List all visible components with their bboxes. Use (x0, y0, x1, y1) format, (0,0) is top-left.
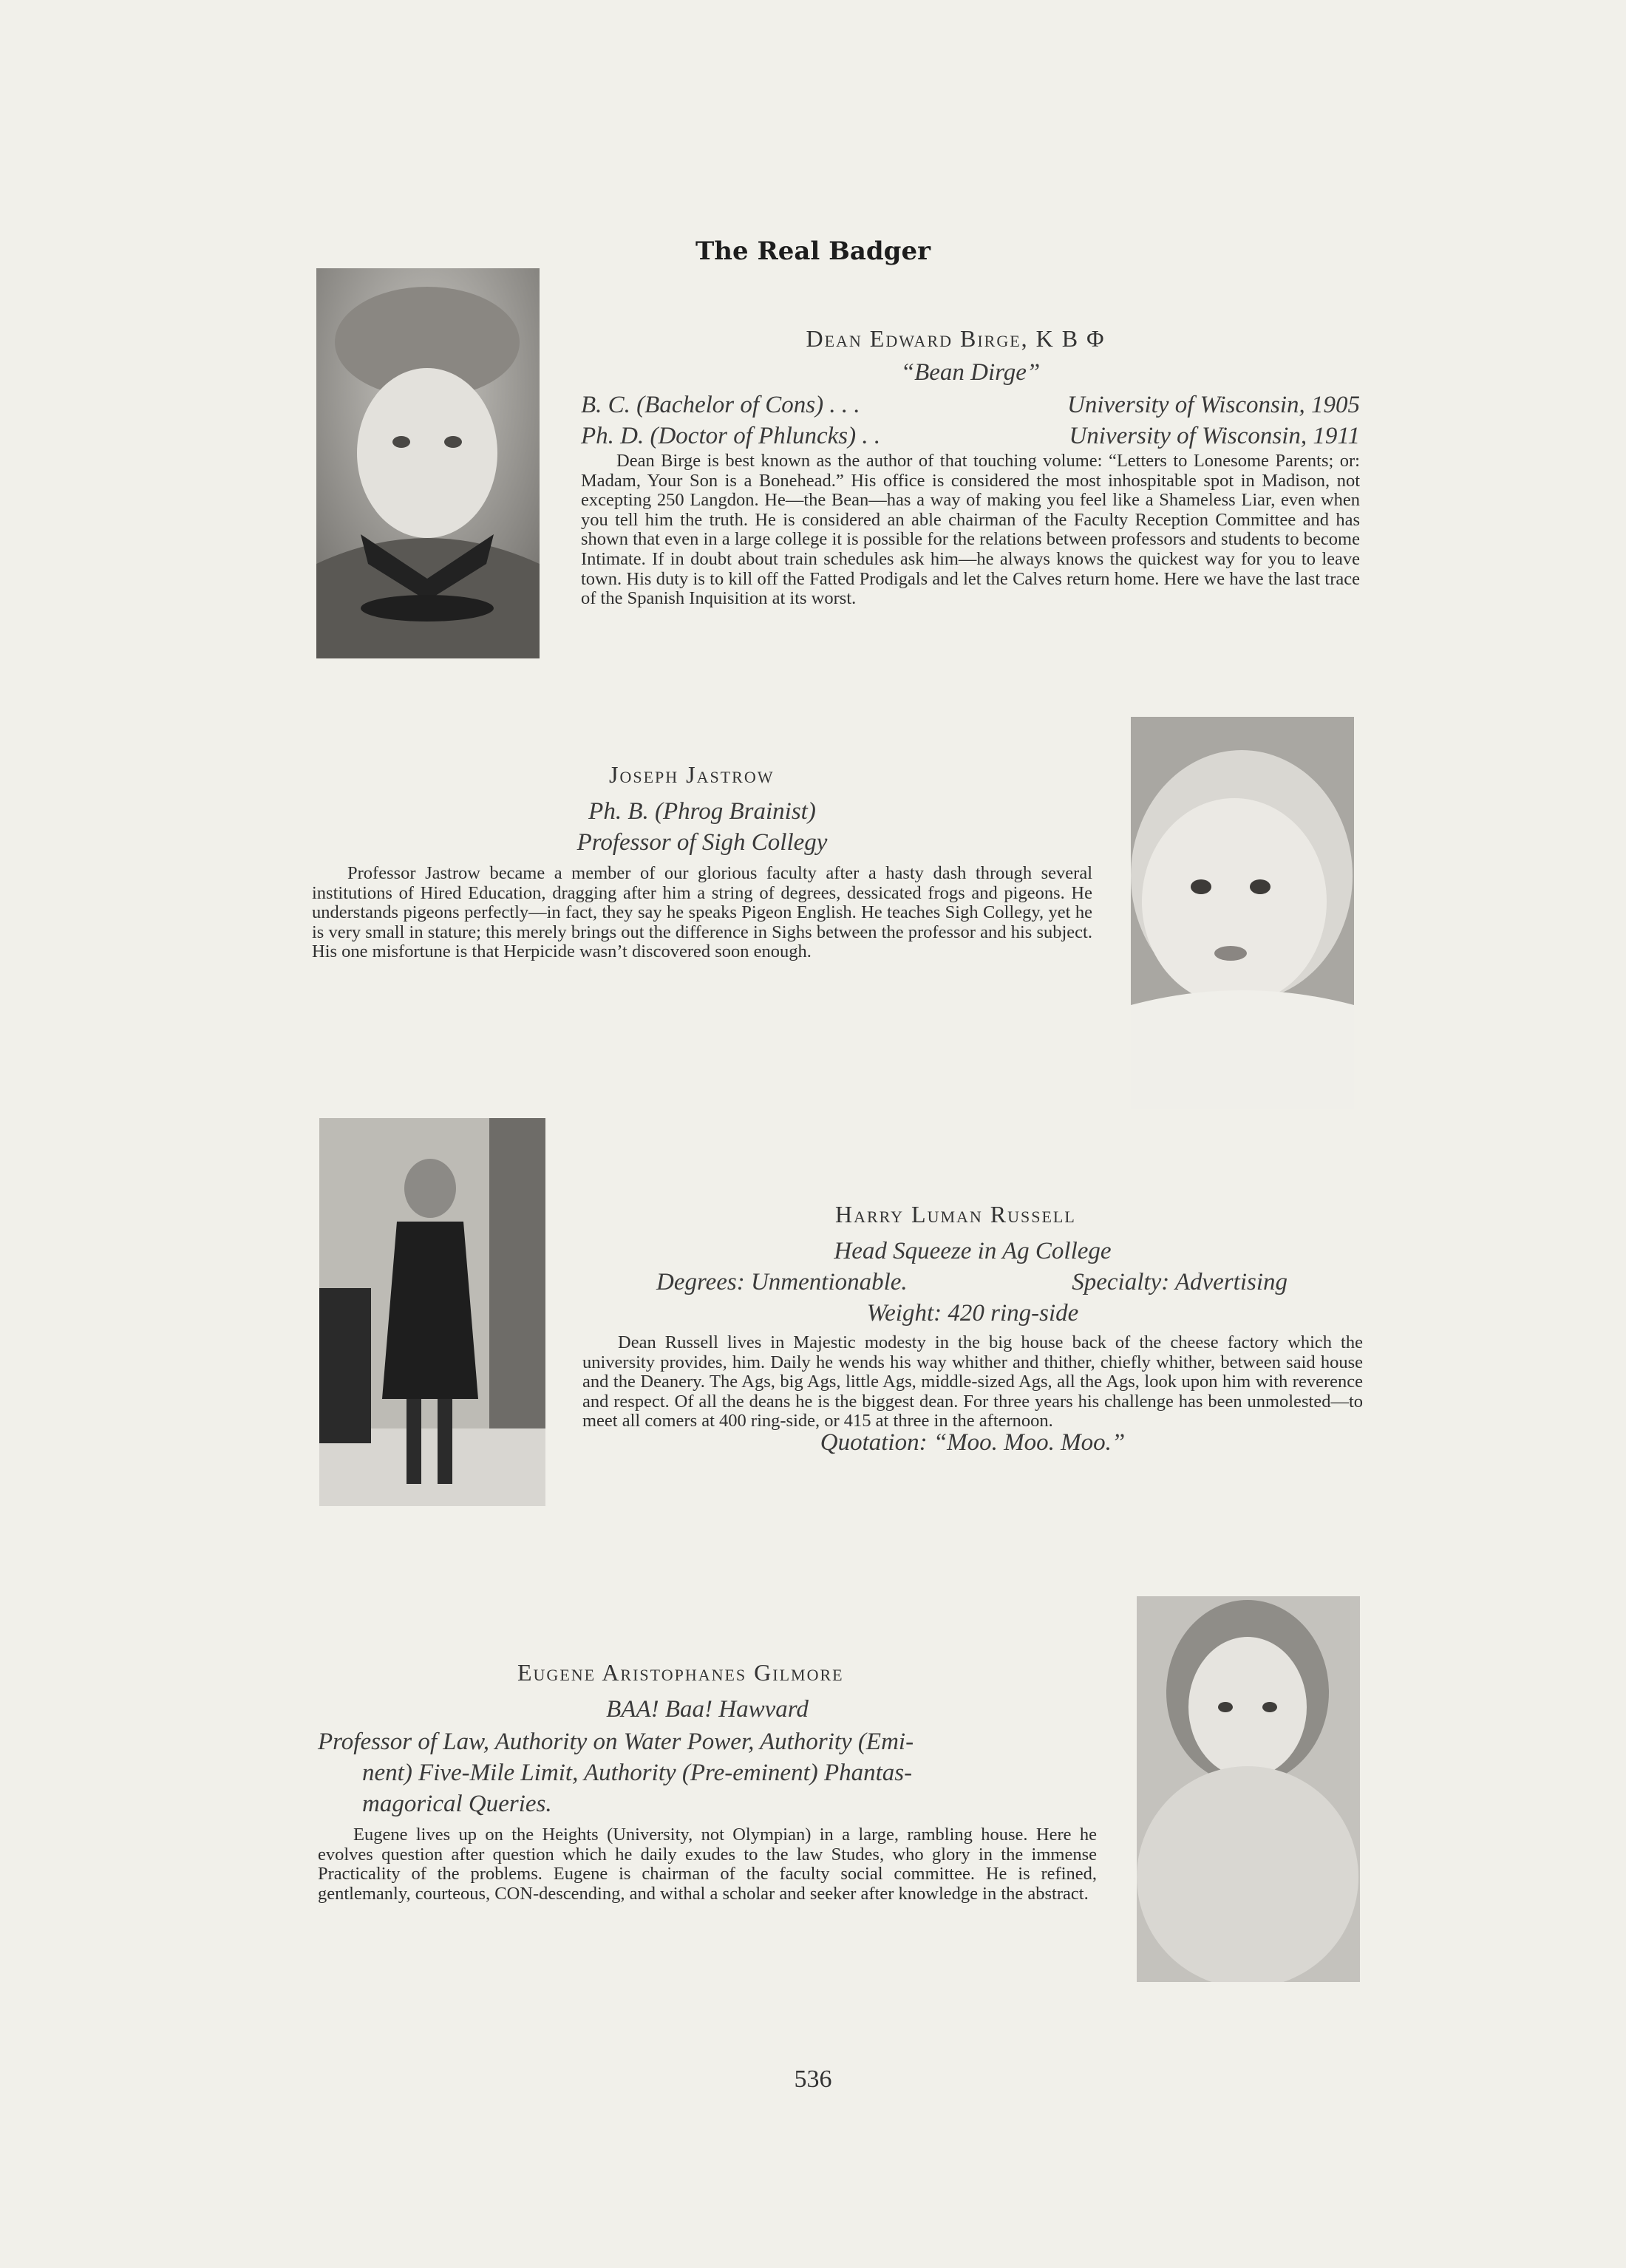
entry-russell (582, 1201, 1363, 1458)
entry-bio (581, 452, 1360, 609)
bio-paragraph: Professor Jastrow became a member of our glorious faculty after a hasty dash through several institutions of Hired Education, dragging after him a string of degrees, dessicated frogs and pigeons. He understands pigeons perfectly—in fact, they say he speaks Pigeon English. He teaches Sigh Collegy, yet he is very small in stature; this merely brings out the difference in Sighs between the professor and his subject. His one misfortune is that Herpicide wasn’t discovered soon enough. (312, 863, 1092, 962)
degree-title: B. C. (Bachelor of Cons) . . . (581, 392, 860, 418)
entry-name: Joseph Jastrow (609, 761, 775, 788)
entry-title: Head Squeeze in Ag College (834, 1238, 1112, 1264)
degree-title: Ph. D. (Doctor of Phluncks) . . (581, 423, 881, 449)
entry-birge (581, 325, 1360, 609)
weight-label: Weight: 420 ring-side (866, 1300, 1079, 1327)
entry-degree: Ph. B. (Phrog Brainist) (588, 798, 816, 825)
page-number: 536 (794, 2066, 832, 2093)
degree-row (581, 389, 1360, 420)
entry-quotation: Quotation: “Moo. Moo. Moo.” (820, 1428, 1126, 1456)
portrait-photo-jastrow (1131, 717, 1354, 1109)
entry-name: Dean Edward Birge, K B Φ (806, 325, 1106, 352)
entry-name: Harry Luman Russell (835, 1201, 1076, 1227)
entry-gilmore (318, 1659, 1097, 1904)
titles-line: magorical Queries. (362, 1791, 552, 1817)
bio-paragraph: Dean Birge is best known as the author of that touching volume: “Letters to Lonesome Parents; or: Madam, Your Son is a Bonehead.” His office is considered the most inhospitable spot in Madison, not excepting 250 Langdon. He—the Bean—has a way of making you feel like a Shameless Liar, even when you tell him the truth. He is considered an able chairman of the Faculty Reception Committee and has shown that even in a large college it is possible for the relations between professors and students to become Intimate. If in doubt about train schedules ask him—he always knows the quickest way for you to leave town. His duty is to kill off the Fatted Prodigals and let the Calves return home. Here we have the last trace of the Spanish Inquisition at its worst. (581, 451, 1360, 609)
entry-titles (318, 1726, 1097, 1819)
entry-jastrow (312, 761, 1092, 962)
bio-paragraph: Dean Russell lives in Majestic modesty in the big house back of the cheese factory which the university provides, him. Daily he wends his way whither and thither, chiefly whither, between said house and the Deanery. The Ags, big Ags, little Ags, middle-sized Ags, all the Ags, look upon him with reverence and respect. Of all the deans he is the biggest dean. For three years his challenge has been unmolested—to meet all comers at 400 ring-side, or 415 at three in the afternoon. (582, 1332, 1363, 1431)
entry-bio (582, 1333, 1363, 1431)
entry-bio (312, 864, 1092, 962)
degree-school: University of Wisconsin, 1911 (1069, 423, 1360, 449)
entry-nickname: “Bean Dirge” (900, 359, 1041, 386)
portrait-photo-gilmore (1137, 1596, 1360, 1982)
running-head-title: The Real Badger (695, 236, 931, 266)
titles-line: Professor of Law, Authority on Water Power, Authority (Emi- (318, 1729, 914, 1755)
specialty-label: Specialty: Advertising (1072, 1269, 1287, 1295)
portrait-photo-birge (316, 268, 540, 658)
portrait-photo-russell (319, 1118, 545, 1506)
bio-paragraph: Eugene lives up on the Heights (University, not Olympian) in a large, rambling house. Here he evolves question after question which he daily exudes to the law Studes, who glory in the immense Practicality of the problems. Eugene is chairman of the faculty social committee. He is refined, gentlemanly, courteous, CON-descending, and withal a scholar and seeker after knowledge in the abstract. (318, 1825, 1097, 1904)
degree-row (581, 420, 1360, 452)
entry-name: Eugene Aristophanes Gilmore (517, 1659, 844, 1686)
entry-title: Professor of Sigh Collegy (576, 829, 828, 856)
degrees-specialty-row (582, 1267, 1363, 1298)
entry-degree: BAA! Baa! Hawvard (606, 1696, 809, 1723)
degrees-label: Degrees: Unmentionable. (656, 1269, 908, 1295)
entry-bio (318, 1825, 1097, 1904)
titles-line: nent) Five-Mile Limit, Authority (Pre-eminent) Phantas- (362, 1760, 913, 1786)
degree-school: University of Wisconsin, 1905 (1067, 392, 1360, 418)
